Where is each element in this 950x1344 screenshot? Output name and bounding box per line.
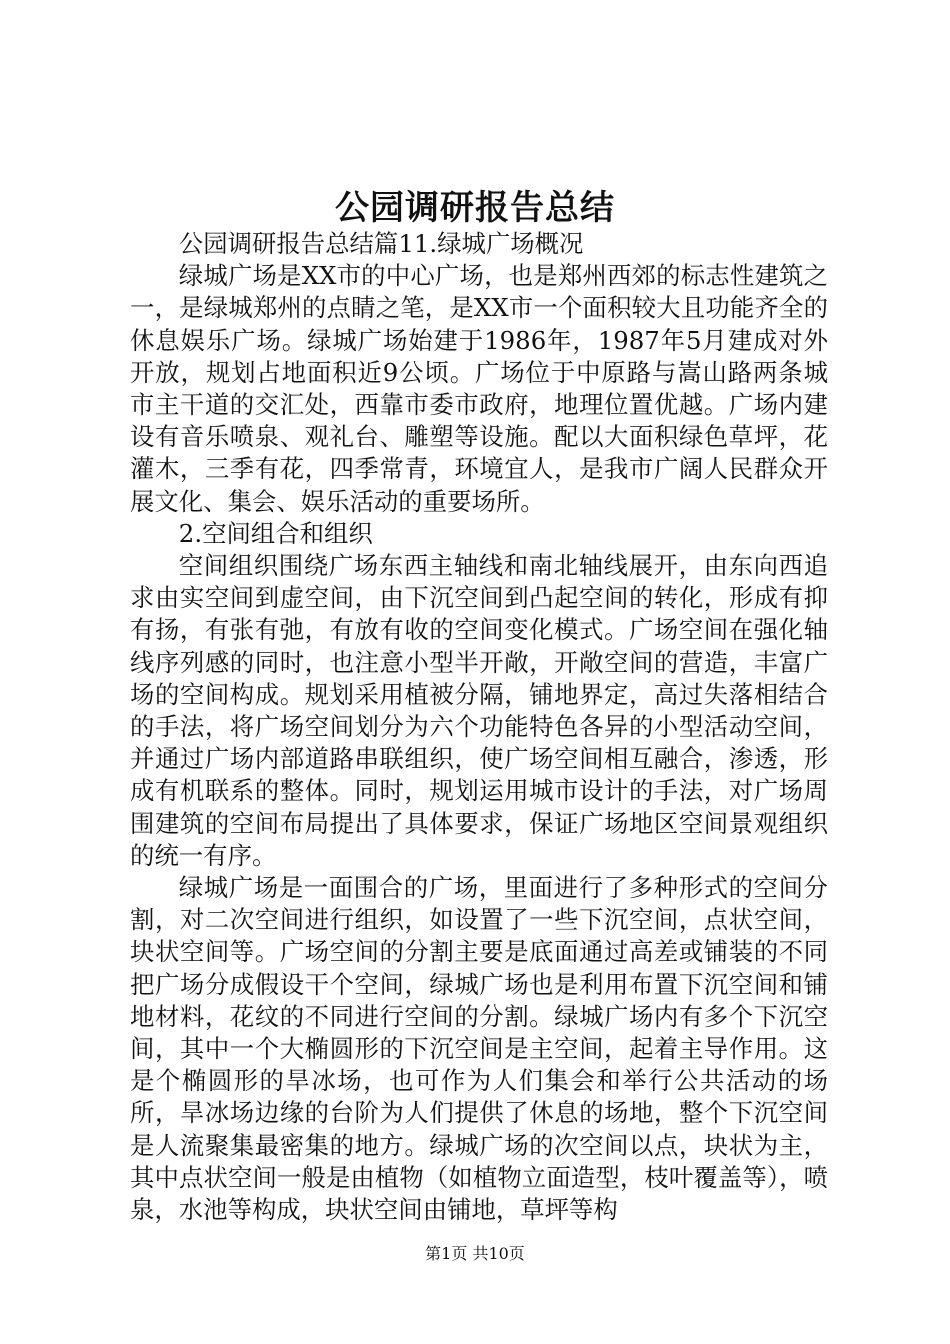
paragraph-space-organization: 空间组织围绕广场东西主轴线和南北轴线展开，由东向西追求由实空间到虚空间，由下沉空间到凸起空间的转化，形成有抑有扬，有张有弛，有放有收的空间变化模式。广场空间在强化轴线序列感的同时，也注意小型半开敞，开敞空间的营造，丰富广场的空间构成。规划采用植被分隔，铺地界定，高过失落相结合的手法，将广场空间划分为六个功能特色各异的小型活动空间，并通过广场内部道路串联组织，使广场空间相互融合，渗透，形成有机联系的整体。同时，规划运用城市设计的手法，对广场周围建筑的空间布局提出了具体要求，保证广场地区空间景观组织的统一有序。 bbox=[130, 551, 828, 870]
document-title: 公园调研报告总结 bbox=[335, 188, 615, 228]
document-body bbox=[130, 228, 828, 1226]
paragraph-space-division: 绿城广场是一面围合的广场，里面进行了多种形式的空间分割，对二次空间进行组织，如设置了一些下沉空间，点状空间，块状空间等。广场空间的分割主要是底面通过高差或铺装的不同把广场分成假设干个空间，绿城广场也是利用布置下沉空间和铺地材料，花纹的不同进行空间的分割。绿城广场内有多个下沉空间，其中一个大椭圆形的下沉空间是主空间，起着主导作用。这是个椭圆形的旱冰场，也可作为人们集会和举行公共活动的场所，旱冰场边缘的台阶为人们提供了休息的场地，整个下沉空间是人流聚集最密集的地方。绿城广场的次空间以点，块状为主，其中点状空间一般是由植物（如植物立面造型，枝叶覆盖等），喷泉，水池等构成，块状空间由铺地，草坪等构 bbox=[130, 873, 828, 1225]
section-heading-space: 2.空间组合和组织 bbox=[178, 518, 373, 548]
paragraph-intro: 公园调研报告总结篇11.绿城广场概况 bbox=[178, 229, 584, 258]
page-footer: 第1页 共10页 bbox=[425, 1244, 525, 1263]
paragraph-overview: 绿城广场是XX市的中心广场，也是郑州西郊的标志性建筑之一，是绿城郑州的点睛之笔，是XX市一个面积较大且功能齐全的休息娱乐广场。绿城广场始建于1986年，1987年5月建成对外开放，规划占地面积近9公顷。广场位于中原路与嵩山路两条城市主干道的交汇处，西靠市委市政府，地理位置优越。广场内建设有音乐喷泉、观礼台、雕塑等设施。配以大面积绿色草坪，花灌木，三季有花，四季常青，环境宜人，是我市广阔人民群众开展文化、集会、娱乐活动的重要场所。 bbox=[130, 261, 828, 516]
